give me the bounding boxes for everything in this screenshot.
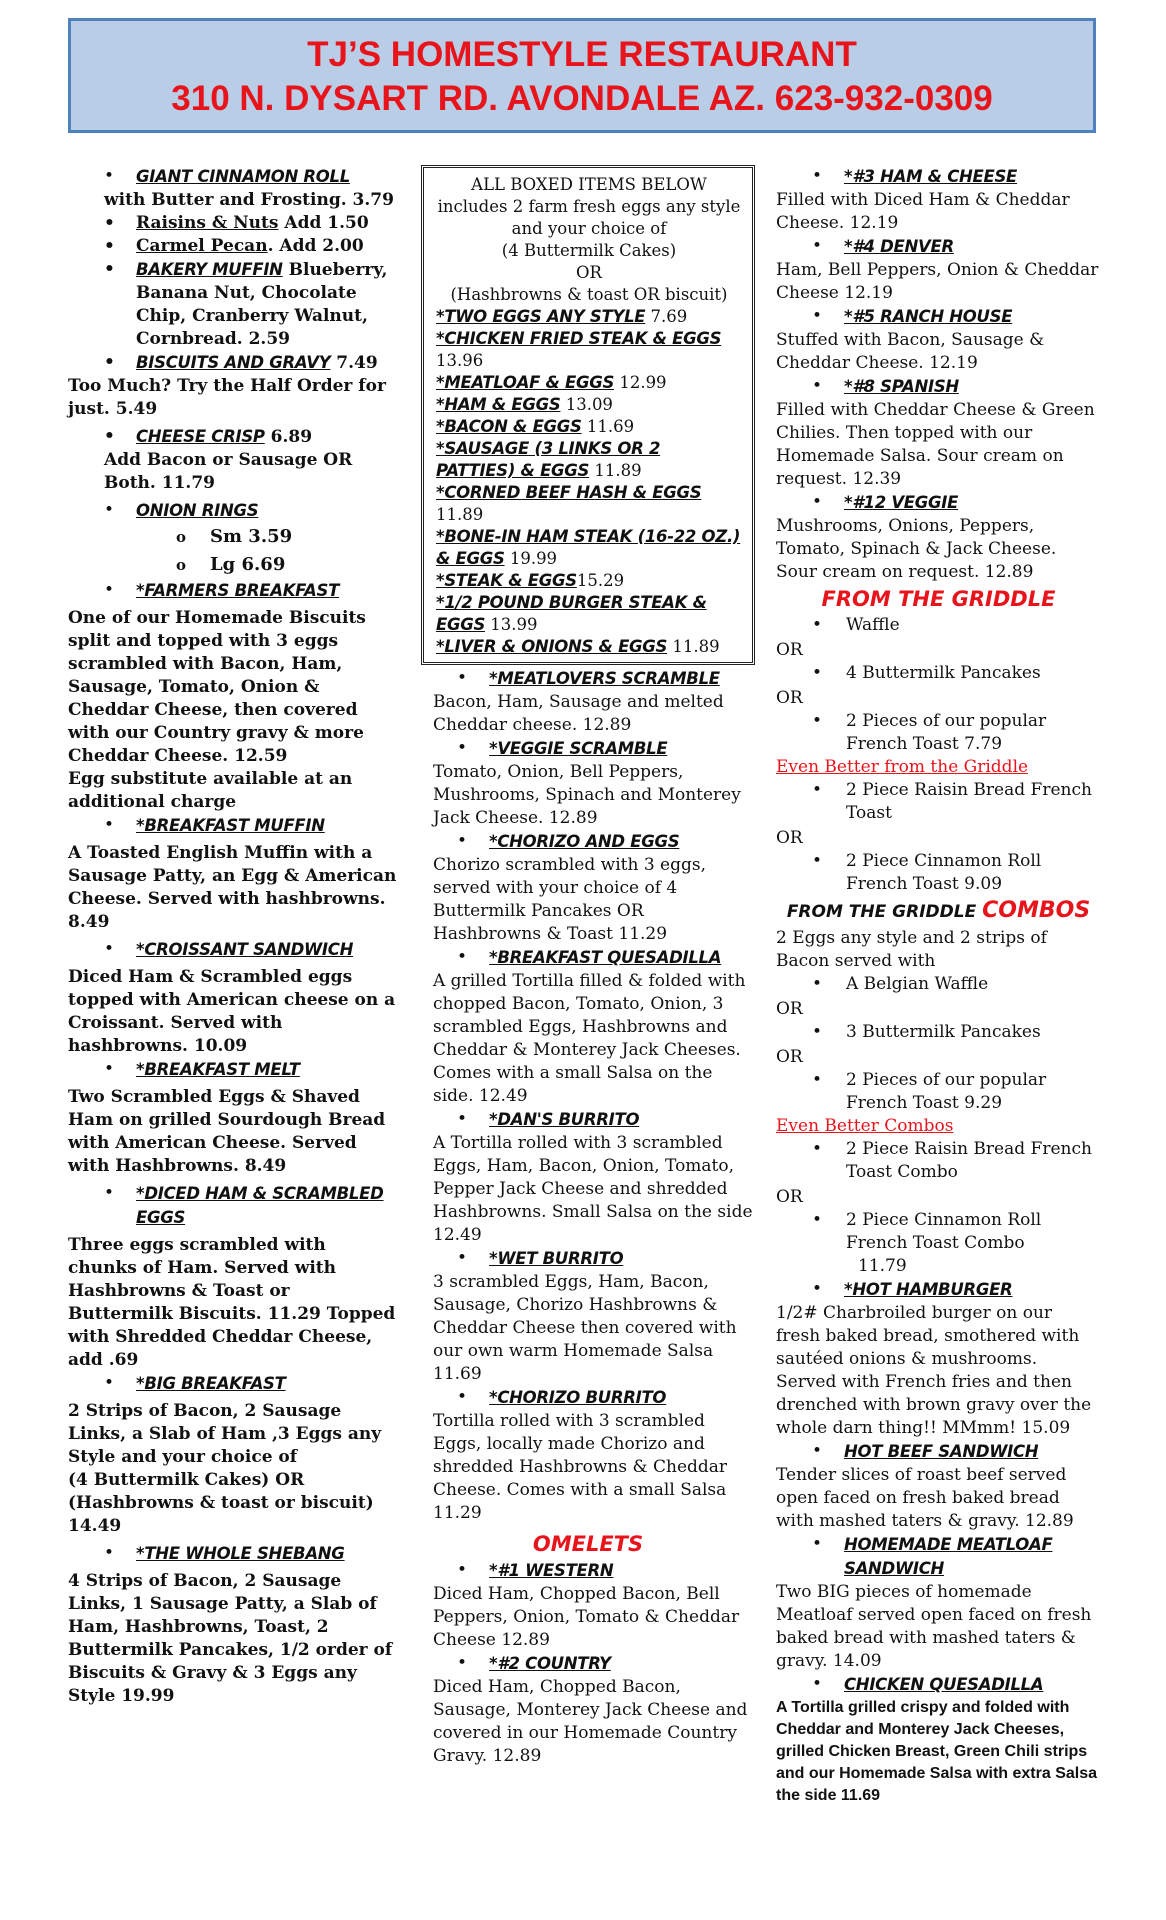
item-title: *#4 DENVER [844,237,954,256]
menu-item-croissant [68,938,398,962]
item-title: *HAM & EGGS [436,395,561,414]
item-price: 11.89 [667,637,720,656]
item-desc: Diced Ham, Chopped Bacon, Bell Peppers, Onion, Tomato & Cheddar Cheese 12.89 [433,1584,740,1650]
item-title: *STEAK & EGGS [436,571,577,590]
menu-item-raisins [68,212,398,235]
item-title: *#3 HAM & CHEESE [844,167,1018,186]
item-price: 6.89 [264,427,313,447]
combo-cinnamon-price: 11.79 [858,1256,907,1276]
item-title: *BONE-IN HAM STEAK (16-22 OZ.) & EGGS [436,527,741,568]
section-griddle: FROM THE GRIDDLE [821,587,1056,611]
box-item [436,416,742,438]
item-desc: 4 Strips of Bacon, 2 Sausage Links, 1 Sausage Patty, a Slab of Ham, Hashbrowns, Toast, 2 Buttermilk Pancakes, 1/2 order of Biscuits & Gravy & 3 Eggs any Style 19.99 [68,1571,393,1706]
item-title: *CROISSANT SANDWICH [136,940,354,959]
menu-item-breakfast-muffin [68,814,398,838]
menu-item-country [421,1652,755,1676]
combo-pancakes: • 3 Buttermilk Pancakes [776,1021,1101,1044]
item-price: 13.96 [436,351,484,370]
box-item [436,394,742,416]
item-desc: A Tortilla rolled with 3 scrambled Eggs, Ham, Bacon, Onion, Tomato, Pepper Jack Cheese and shredded Hashbrowns. Small Salsa on the side 12.49 [433,1133,753,1245]
item-desc: Mushrooms, Onions, Peppers, Tomato, Spinach & Jack Cheese. Sour cream on request. 12.89 [776,516,1057,582]
restaurant-header [68,18,1096,133]
item-title: BAKERY MUFFIN [136,260,283,279]
even-better-combos: Even Better Combos [776,1116,954,1136]
menu-item-onion-rings [68,499,398,523]
item-desc: Diced Ham, Chopped Bacon, Sausage, Monterey Jack Cheese and covered in our Homemade Country Gravy. 12.89 [433,1677,748,1766]
box-item [436,328,742,372]
item-desc: A Toasted English Muffin with a Sausage Patty, an Egg & American Cheese. Served with hashbrowns. 8.49 [68,843,397,932]
or-separator: OR [776,828,803,848]
box-item [436,570,742,592]
or-separator: OR [776,999,803,1019]
menu-item-ranch-house [776,305,1101,329]
item-desc: A Tortilla grilled crispy and folded with Cheddar and Monterey Jack Cheeses, grilled Chicken Breast, Green Chili strips and our Homemade Salsa with extra Salsa the side 11.69 [776,1699,1098,1804]
item-title: *BACON & EGGS [436,417,582,436]
box-item [436,526,742,570]
item-title: *BREAKFAST MELT [136,1060,300,1079]
or-separator: OR [776,1047,803,1067]
item-desc: Tender slices of roast beef served open faced on fresh baked bread with mashed taters & gravy. 12.89 [776,1465,1074,1531]
item-desc: Too Much? Try the Half Order for just. 5.49 [68,376,386,419]
item-title: *#5 RANCH HOUSE [844,307,1013,326]
onion-rings-large: o Lg 6.69 [68,551,398,579]
box-item [436,372,742,394]
menu-item-spanish [776,375,1101,399]
menu-item-biscuits [68,351,398,375]
item-desc: A grilled Tortilla filled & folded with chopped Bacon, Tomato, Onion, 3 scrambled Eggs, Hashbrowns and Cheddar & Monterey Jack Cheeses. Comes with a small Salsa on the side. 12.49 [433,971,746,1106]
item-title: *#8 SPANISH [844,377,959,396]
menu-column-left [68,165,398,1708]
combos-desc: 2 Eggs any style and 2 strips of Bacon served with [776,928,1047,971]
menu-item-cinnamon-roll [68,165,398,189]
onion-rings-small: o Sm 3.59 [68,523,398,551]
item-price: 13.09 [560,395,613,414]
griddle-waffle: • Waffle [776,614,1101,637]
item-desc: Three eggs scrambled with chunks of Ham. Served with Hashbrowns & Toast or Buttermilk Biscuits. 11.29 Topped with Shredded Cheddar Cheese, add .69 [68,1235,396,1370]
item-title: *CORNED BEEF HASH & EGGS [436,483,702,502]
box-item [436,438,742,482]
item-title: *#2 COUNTRY [489,1654,611,1673]
item-desc: Two Scrambled Eggs & Shaved Ham on grilled Sourdough Bread with American Cheese. Served with Hashbrowns. 8.49 [68,1087,386,1176]
item-title: *MEATLOAF & EGGS [436,373,615,392]
item-desc: Tortilla rolled with 3 scrambled Eggs, locally made Chorizo and shredded Hashbrowns & Cheddar Cheese. Comes with a small Salsa 11.29 [433,1411,728,1523]
griddle-pancakes: • 4 Buttermilk Pancakes [776,662,1101,685]
item-price: 13.99 [485,615,538,634]
item-desc: Blueberry, Banana Nut, Chocolate Chip, Cranberry Walnut, Cornbread. 2.59 [136,260,388,349]
combo-belgian-waffle: • A Belgian Waffle [776,973,1101,996]
item-title: *HOT HAMBURGER [844,1280,1013,1299]
item-title: CHEESE CRISP [136,427,265,446]
item-title: *#1 WESTERN [489,1561,614,1580]
box-intro-5: (Hashbrowns & toast OR biscuit) [450,285,728,304]
griddle-french-toast: • 2 Pieces of our popular French Toast 7.79 [776,710,1101,756]
menu-item-carmel [68,235,398,258]
addon-price: Add 1.50 [278,213,369,233]
menu-item-western [421,1559,755,1583]
or-separator: OR [776,640,803,660]
item-price: 7.69 [645,307,688,326]
item-option: (4 Buttermilk Cakes) OR [68,1470,305,1490]
box-intro-2: includes 2 farm fresh eggs any style and your choice of [437,197,741,238]
item-title: *DAN'S BURRITO [489,1110,640,1129]
item-desc: Bacon, Ham, Sausage and melted Cheddar cheese. 12.89 [433,692,724,735]
menu-item-dans-burrito [421,1108,755,1132]
item-title: *MEATLOVERS SCRAMBLE [489,669,720,688]
menu-item-hot-hamburger [776,1278,1101,1302]
box-intro-1: ALL BOXED ITEMS BELOW [471,175,707,194]
item-title: GIANT CINNAMON ROLL [136,167,350,186]
item-price: 7.49 [330,353,378,373]
menu-item-meatlovers [421,667,755,691]
menu-item-cheese-crisp [68,425,398,449]
addon-label: Carmel Pecan [136,236,268,256]
item-desc: Ham, Bell Peppers, Onion & Cheddar Cheese 12.19 [776,260,1099,303]
griddle-raisin-toast: • 2 Piece Raisin Bread French Toast [776,779,1101,825]
combo-french-toast: • 2 Pieces of our popular French Toast 9.29 [776,1069,1101,1115]
item-price: 12.99 [614,373,667,392]
item-title: *VEGGIE SCRAMBLE [489,739,668,758]
menu-item-veggie-12 [776,491,1101,515]
item-desc: Chorizo scrambled with 3 eggs, served with your choice of 4 Buttermilk Pancakes OR Hashbrowns & Toast 11.29 [433,855,706,944]
item-title: HOMEMADE MEATLOAF SANDWICH [844,1535,1053,1578]
item-desc: One of our Homemade Biscuits split and topped with 3 eggs scrambled with Bacon, Ham, Sausage, Tomato, Onion & Cheddar Cheese, then covered with our Country gravy & more Cheddar Cheese. 12.59 [68,608,366,766]
combos-title-red: COMBOS [982,898,1091,923]
item-price: 11.89 [589,461,642,480]
box-item [436,592,742,636]
item-title: *CHICKEN FRIED STEAK & EGGS [436,329,722,348]
item-desc: 3 scrambled Eggs, Ham, Bacon, Sausage, Chorizo Hashbrowns & Cheddar Cheese then covered with our own warm Homemade Salsa 11.69 [433,1272,737,1384]
section-griddle-combos [776,896,1101,927]
menu-item-chorizo-eggs [421,830,755,854]
item-desc: with Butter and Frosting. 3.79 [104,190,394,210]
item-title: *#12 VEGGIE [844,493,959,512]
item-title: *BIG BREAKFAST [136,1374,286,1393]
item-desc: Filled with Diced Ham & Cheddar Cheese. 12.19 [776,190,1070,233]
item-title: *CHORIZO AND EGGS [489,832,680,851]
addon-label: Raisins & Nuts [136,213,279,233]
menu-item-bakery-muffin [68,258,398,351]
addon-price: . Add 2.00 [267,236,364,256]
griddle-cinnamon-toast: • 2 Piece Cinnamon Roll French Toast 9.09 [776,850,1101,896]
item-title: *FARMERS BREAKFAST [136,581,340,600]
or-separator: OR [776,1187,803,1207]
combo-cinnamon-toast: • 2 Piece Cinnamon Roll French Toast Combo [776,1209,1101,1255]
item-title: *CHORIZO BURRITO [489,1388,667,1407]
menu-item-meatloaf-sandwich [776,1533,1101,1581]
menu-item-whole-shebang [68,1542,398,1566]
item-price: 11.89 [436,505,484,524]
box-item [436,636,742,658]
menu-item-breakfast-quesadilla [421,946,755,970]
restaurant-name: TJ’S HOMESTYLE RESTAURANT [307,35,857,74]
menu-item-ham-cheese [776,165,1101,189]
box-intro-3: (4 Buttermilk Cakes) [501,241,677,260]
item-price: 15.29 [576,571,625,590]
restaurant-address: 310 N. DYSART RD. AVONDALE AZ. 623-932-0309 [171,79,993,118]
item-note: Egg substitute available at an additional charge [68,769,353,812]
item-title: *BREAKFAST MUFFIN [136,816,325,835]
item-desc: 2 Strips of Bacon, 2 Sausage Links, a Slab of Ham ,3 Eggs any Style and your choice of [68,1401,382,1467]
item-title: *WET BURRITO [489,1249,624,1268]
item-title: *TWO EGGS ANY STYLE [436,307,646,326]
menu-item-wet-burrito [421,1247,755,1271]
menu-item-breakfast-melt [68,1058,398,1082]
menu-column-right [776,165,1101,1807]
box-item [436,306,742,328]
item-title: *1/2 POUND BURGER STEAK & EGGS [436,593,707,634]
section-omelets: OMELETS [532,1532,644,1556]
item-title: *SAUSAGE (3 LINKS OR 2 PATTIES) & EGGS [436,439,661,480]
item-desc: 1/2# Charbroiled burger on our fresh baked bread, smothered with sautéed onions & mushrooms. Served with French fries and then drenched with brown gravy over the whole darn thing!! MMmm! 15.09 [776,1303,1092,1438]
menu-item-big-breakfast [68,1372,398,1396]
item-price: 11.69 [581,417,635,436]
menu-column-middle [421,165,755,1768]
menu-item-diced-ham [68,1182,398,1230]
item-desc: Tomato, Onion, Bell Peppers, Mushrooms, Spinach and Monterey Jack Cheese. 12.89 [433,762,741,828]
item-desc: Stuffed with Bacon, Sausage & Cheddar Cheese. 12.19 [776,330,1045,373]
combo-raisin-toast: • 2 Piece Raisin Bread French Toast Combo [776,1138,1101,1184]
item-option: (Hashbrowns & toast or biscuit) 14.49 [68,1493,374,1536]
combos-title: FROM THE GRIDDLE [786,902,977,922]
menu-item-hot-beef [776,1440,1101,1464]
menu-item-chorizo-burrito [421,1386,755,1410]
box-intro-4: OR [576,263,602,282]
item-desc: Filled with Cheddar Cheese & Green Chilies. Then topped with our Homemade Salsa. Sour cream on request. 12.39 [776,400,1095,489]
boxed-items [421,165,755,665]
item-title: ONION RINGS [136,501,259,520]
item-title: *THE WHOLE SHEBANG [136,1544,345,1563]
menu-item-veggie-scramble [421,737,755,761]
item-desc: Diced Ham & Scrambled eggs topped with American cheese on a Croissant. Served with hashbrowns. 10.09 [68,967,396,1056]
menu-item-denver [776,235,1101,259]
item-title: BISCUITS AND GRAVY [136,353,331,372]
menu-item-chicken-quesadilla [776,1673,1101,1697]
item-desc: Two BIG pieces of homemade Meatloaf served open faced on fresh baked bread with mashed taters & gravy. 14.09 [776,1582,1092,1671]
item-title: CHICKEN QUESADILLA [844,1675,1044,1694]
item-title: *BREAKFAST QUESADILLA [489,948,722,967]
box-item [436,482,742,526]
item-title: *DICED HAM & SCRAMBLED EGGS [136,1184,384,1227]
or-separator: OR [776,688,803,708]
item-title: HOT BEEF SANDWICH [844,1442,1039,1461]
item-price: 19.99 [504,549,558,568]
item-desc: Add Bacon or Sausage OR Both. 11.79 [104,450,353,493]
even-better-griddle: Even Better from the Griddle [776,757,1029,777]
item-title: *LIVER & ONIONS & EGGS [436,637,668,656]
menu-item-farmers [68,579,398,603]
